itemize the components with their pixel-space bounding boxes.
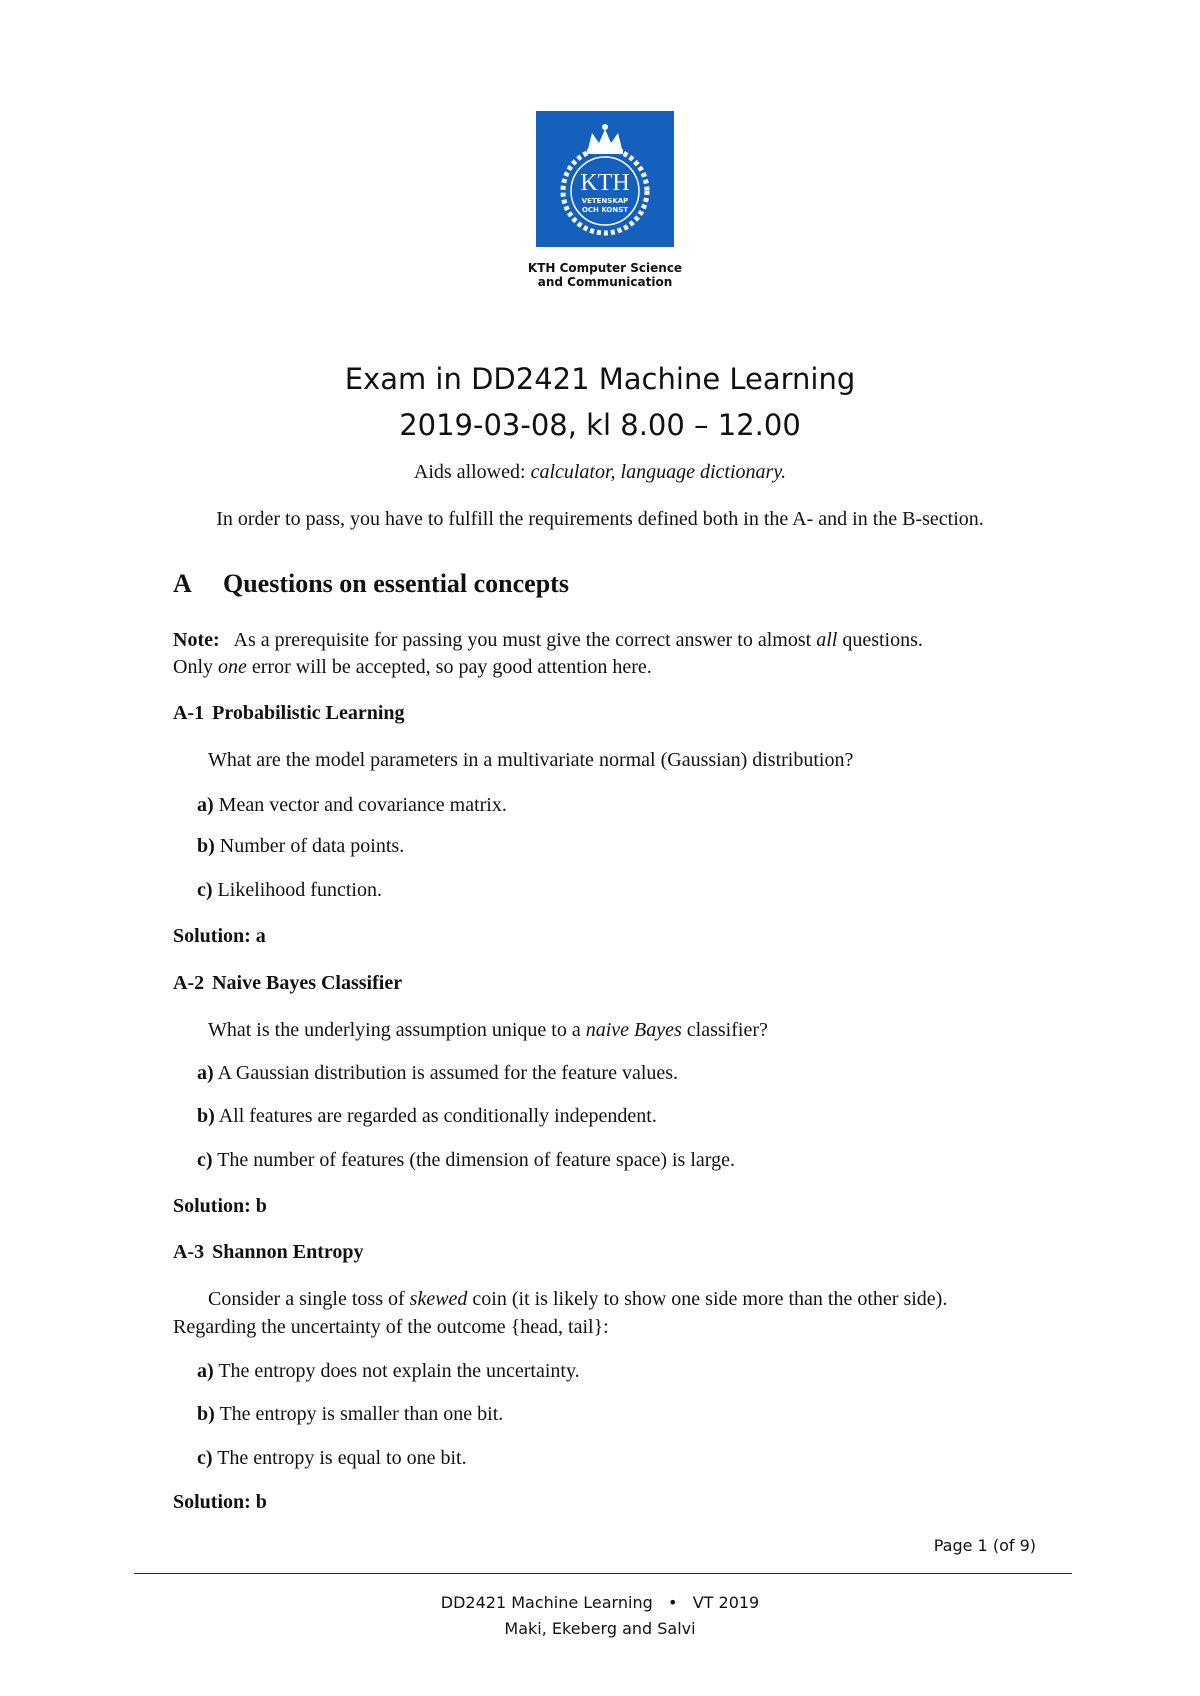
option-key: c) <box>197 1447 213 1469</box>
kth-crest-icon <box>536 111 674 247</box>
department-line2: and Communication <box>537 275 673 289</box>
solution-a1: Solution: a <box>173 925 266 947</box>
question-text-end: classifier? <box>686 1019 768 1041</box>
option-text: Likelihood function. <box>217 879 382 901</box>
question-heading-a3 <box>173 1241 364 1264</box>
question-id: A-2 <box>173 972 205 994</box>
footer-term: VT 2019 <box>692 1593 760 1612</box>
note-text-4: error will be accepted, so pay good attention here. <box>251 656 652 678</box>
department-name <box>470 261 740 289</box>
page-number: Page 1 (of 9) <box>933 1536 1036 1555</box>
note-line2 <box>173 655 652 679</box>
department-line1: KTH Computer Science <box>527 261 683 275</box>
option-a3-b <box>197 1403 503 1426</box>
aids-value: calculator, language dictionary. <box>530 461 787 483</box>
section-heading <box>173 569 569 599</box>
footer-course: DD2421 Machine Learning <box>440 1593 653 1612</box>
question-text-em: skewed <box>409 1288 468 1310</box>
option-a3-a <box>197 1360 580 1383</box>
option-text: Mean vector and covariance matrix. <box>218 794 507 816</box>
note-line1 <box>173 628 923 652</box>
note-label: Note: <box>173 629 220 651</box>
option-a1-b <box>197 835 404 858</box>
option-a2-c <box>197 1149 735 1172</box>
option-text: A Gaussian distribution is assumed for the feature values. <box>217 1062 679 1084</box>
section-title: Questions on essential concepts <box>223 569 569 598</box>
question-text-a3 <box>208 1287 947 1311</box>
aids-allowed <box>0 460 1200 484</box>
option-a2-a <box>197 1062 678 1085</box>
question-heading-a1 <box>173 702 405 725</box>
option-text: The entropy is smaller than one bit. <box>219 1403 504 1425</box>
option-key: c) <box>197 1149 213 1171</box>
option-key: b) <box>197 1403 215 1425</box>
question-text-a1: What are the model parameters in a multivariate normal (Gaussian) distribution? <box>208 749 854 771</box>
question-heading-a2 <box>173 972 402 995</box>
option-a2-b <box>197 1105 657 1128</box>
option-a1-a <box>197 794 507 817</box>
option-key: a) <box>197 1062 214 1084</box>
footer-course-line <box>0 1593 1200 1612</box>
footer-authors: Maki, Ekeberg and Salvi <box>504 1619 696 1638</box>
option-text: The entropy does not explain the uncertainty. <box>218 1360 580 1382</box>
option-key: b) <box>197 835 215 857</box>
aids-label: Aids allowed: <box>413 461 526 483</box>
question-text-a3-line2: Regarding the uncertainty of the outcome {head, tail}: <box>173 1316 609 1338</box>
note-text-2: questions. <box>842 629 923 651</box>
exam-datetime: 2019-03-08, kl 8.00 – 12.00 <box>399 408 801 442</box>
note-text-3: Only <box>173 656 213 678</box>
pass-requirement: In order to pass, you have to fulfill the requirements defined both in the A- and in the B-section. <box>216 508 984 530</box>
kth-logo <box>536 111 674 247</box>
option-text: Number of data points. <box>219 835 405 857</box>
option-key: a) <box>197 794 214 816</box>
svg-text:KTH: KTH <box>580 170 630 196</box>
question-title: Probabilistic Learning <box>212 702 405 724</box>
section-letter: A <box>173 569 192 598</box>
question-id: A-1 <box>173 702 205 724</box>
question-text-em: naive Bayes <box>585 1019 682 1041</box>
question-title: Shannon Entropy <box>212 1241 364 1263</box>
footer-divider <box>134 1573 1072 1574</box>
question-title: Naive Bayes Classifier <box>212 972 403 994</box>
option-text: The number of features (the dimension of feature space) is large. <box>217 1149 735 1171</box>
option-key: c) <box>197 879 213 901</box>
note-em-one: one <box>218 656 247 678</box>
solution-a2: Solution: b <box>173 1195 267 1217</box>
solution-a3: Solution: b <box>173 1491 267 1513</box>
question-text-a2 <box>208 1018 768 1042</box>
svg-text:VETENSKAP: VETENSKAP <box>581 197 629 205</box>
bullet-icon: • <box>668 1593 678 1612</box>
note-text-1: As a prerequisite for passing you must give the correct answer to almost <box>233 629 812 651</box>
question-id: A-3 <box>173 1241 205 1263</box>
option-key: b) <box>197 1105 215 1127</box>
question-text-end: coin (it is likely to show one side more than the other side). <box>472 1288 948 1310</box>
option-key: a) <box>197 1360 214 1382</box>
question-text-start: What is the underlying assumption unique to a <box>208 1019 581 1041</box>
note-em-all: all <box>816 629 838 651</box>
option-text: All features are regarded as conditionally independent. <box>218 1105 657 1127</box>
exam-title: Exam in DD2421 Machine Learning <box>344 362 856 396</box>
option-text: The entropy is equal to one bit. <box>217 1447 467 1469</box>
svg-text:OCH KONST: OCH KONST <box>581 206 629 214</box>
option-a3-c <box>197 1447 467 1470</box>
question-text-start: Consider a single toss of <box>208 1288 405 1310</box>
option-a1-c <box>197 879 382 902</box>
